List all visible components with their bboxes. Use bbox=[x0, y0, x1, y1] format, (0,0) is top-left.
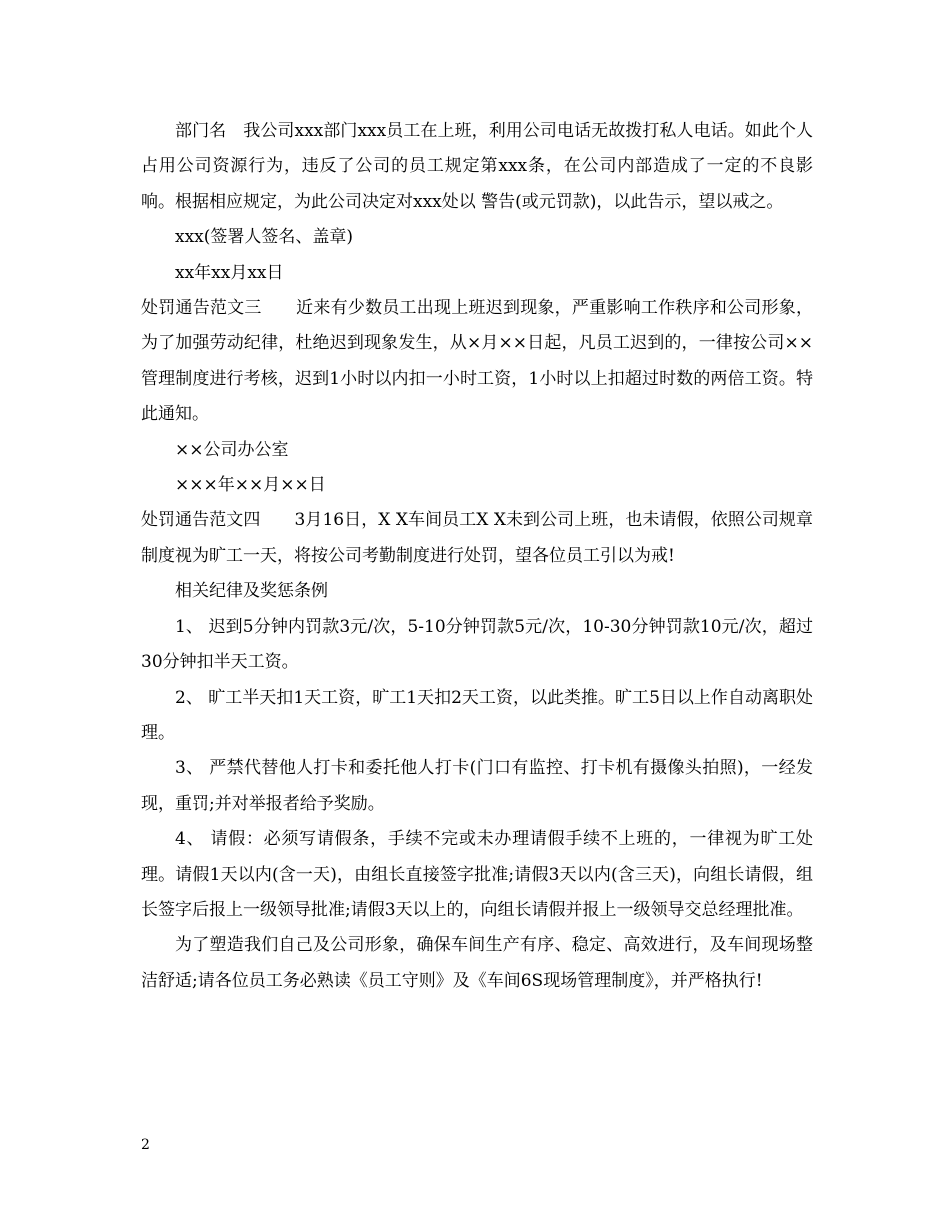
paragraph-rule-2: 2、 旷工半天扣1天工资，旷工1天扣2天工资，以此类推。旷工5日以上作自动离职处理。 bbox=[141, 687, 813, 743]
paragraph-issue-date: ×××年××月××日 bbox=[175, 475, 326, 496]
paragraph-notice-two-body: 部门名 我公司xxx部门xxx员工在上班，利用公司电话无故拨打私人电话。如此个人占用公司资源行为，违反了公司的员工规定第xxx条，在公司内部造成了一定的不良影响。根据相应规定，为此公司决定对xxx处以 警告(或元罚款)，以此告示，望以戒之。 bbox=[141, 121, 813, 212]
paragraph-notice-three: 处罚通告范文三 近来有少数员工出现上班迟到现象，严重影响工作秩序和公司形象，为了加强劳动纪律，杜绝迟到现象发生，从×月××日起，凡员工迟到的，一律按公司××管理制度进行考核，迟到1小时以内扣一小时工资，1小时以上扣超过时数的两倍工资。特此通知。 bbox=[141, 298, 813, 425]
paragraph-issuer: ××公司办公室 bbox=[175, 439, 289, 460]
paragraph-rule-1: 1、 迟到5分钟内罚款3元/次，5-10分钟罚款5元/次，10-30分钟罚款10元/次，超过30分钟扣半天工资。 bbox=[141, 616, 813, 673]
paragraph-rules-heading: 相关纪律及奖惩条例 bbox=[175, 581, 328, 602]
paragraph-rule-4: 4、 请假：必须写请假条，手续不完或未办理请假手续不上班的，一律视为旷工处理。请假1天以内(含一天)，由组长直接签字批准;请假3天以内(含三天)，向组长请假，组长签字后报上一级领导批准;请假3天以上的，向组长请假并报上一级领导交总经理批准。 bbox=[141, 829, 813, 920]
paragraph-signatory: xxx(签署人签名、盖章) bbox=[175, 227, 354, 248]
document-body bbox=[141, 114, 813, 999]
paragraph-notice-four: 处罚通告范文四 3月16日，X X车间员工X X未到公司上班，也未请假，依照公司规章制度视为旷工一天，将按公司考勤制度进行处罚，望各位员工引以为戒! bbox=[141, 510, 813, 566]
paragraph-rule-3: 3、 严禁代替他人打卡和委托他人打卡(门口有监控、打卡机有摄像头拍照)，一经发现，重罚;并对举报者给予奖励。 bbox=[141, 758, 813, 814]
paragraph-closing: 为了塑造我们自己及公司形象，确保车间生产有序、稳定、高效进行，及车间现场整洁舒适;请各位员工务必熟读《员工守则》及《车间6S现场管理制度》，并严格执行! bbox=[141, 935, 813, 991]
page-number: 2 bbox=[141, 1137, 150, 1153]
paragraph-date: xx年xx月xx日 bbox=[175, 262, 284, 283]
